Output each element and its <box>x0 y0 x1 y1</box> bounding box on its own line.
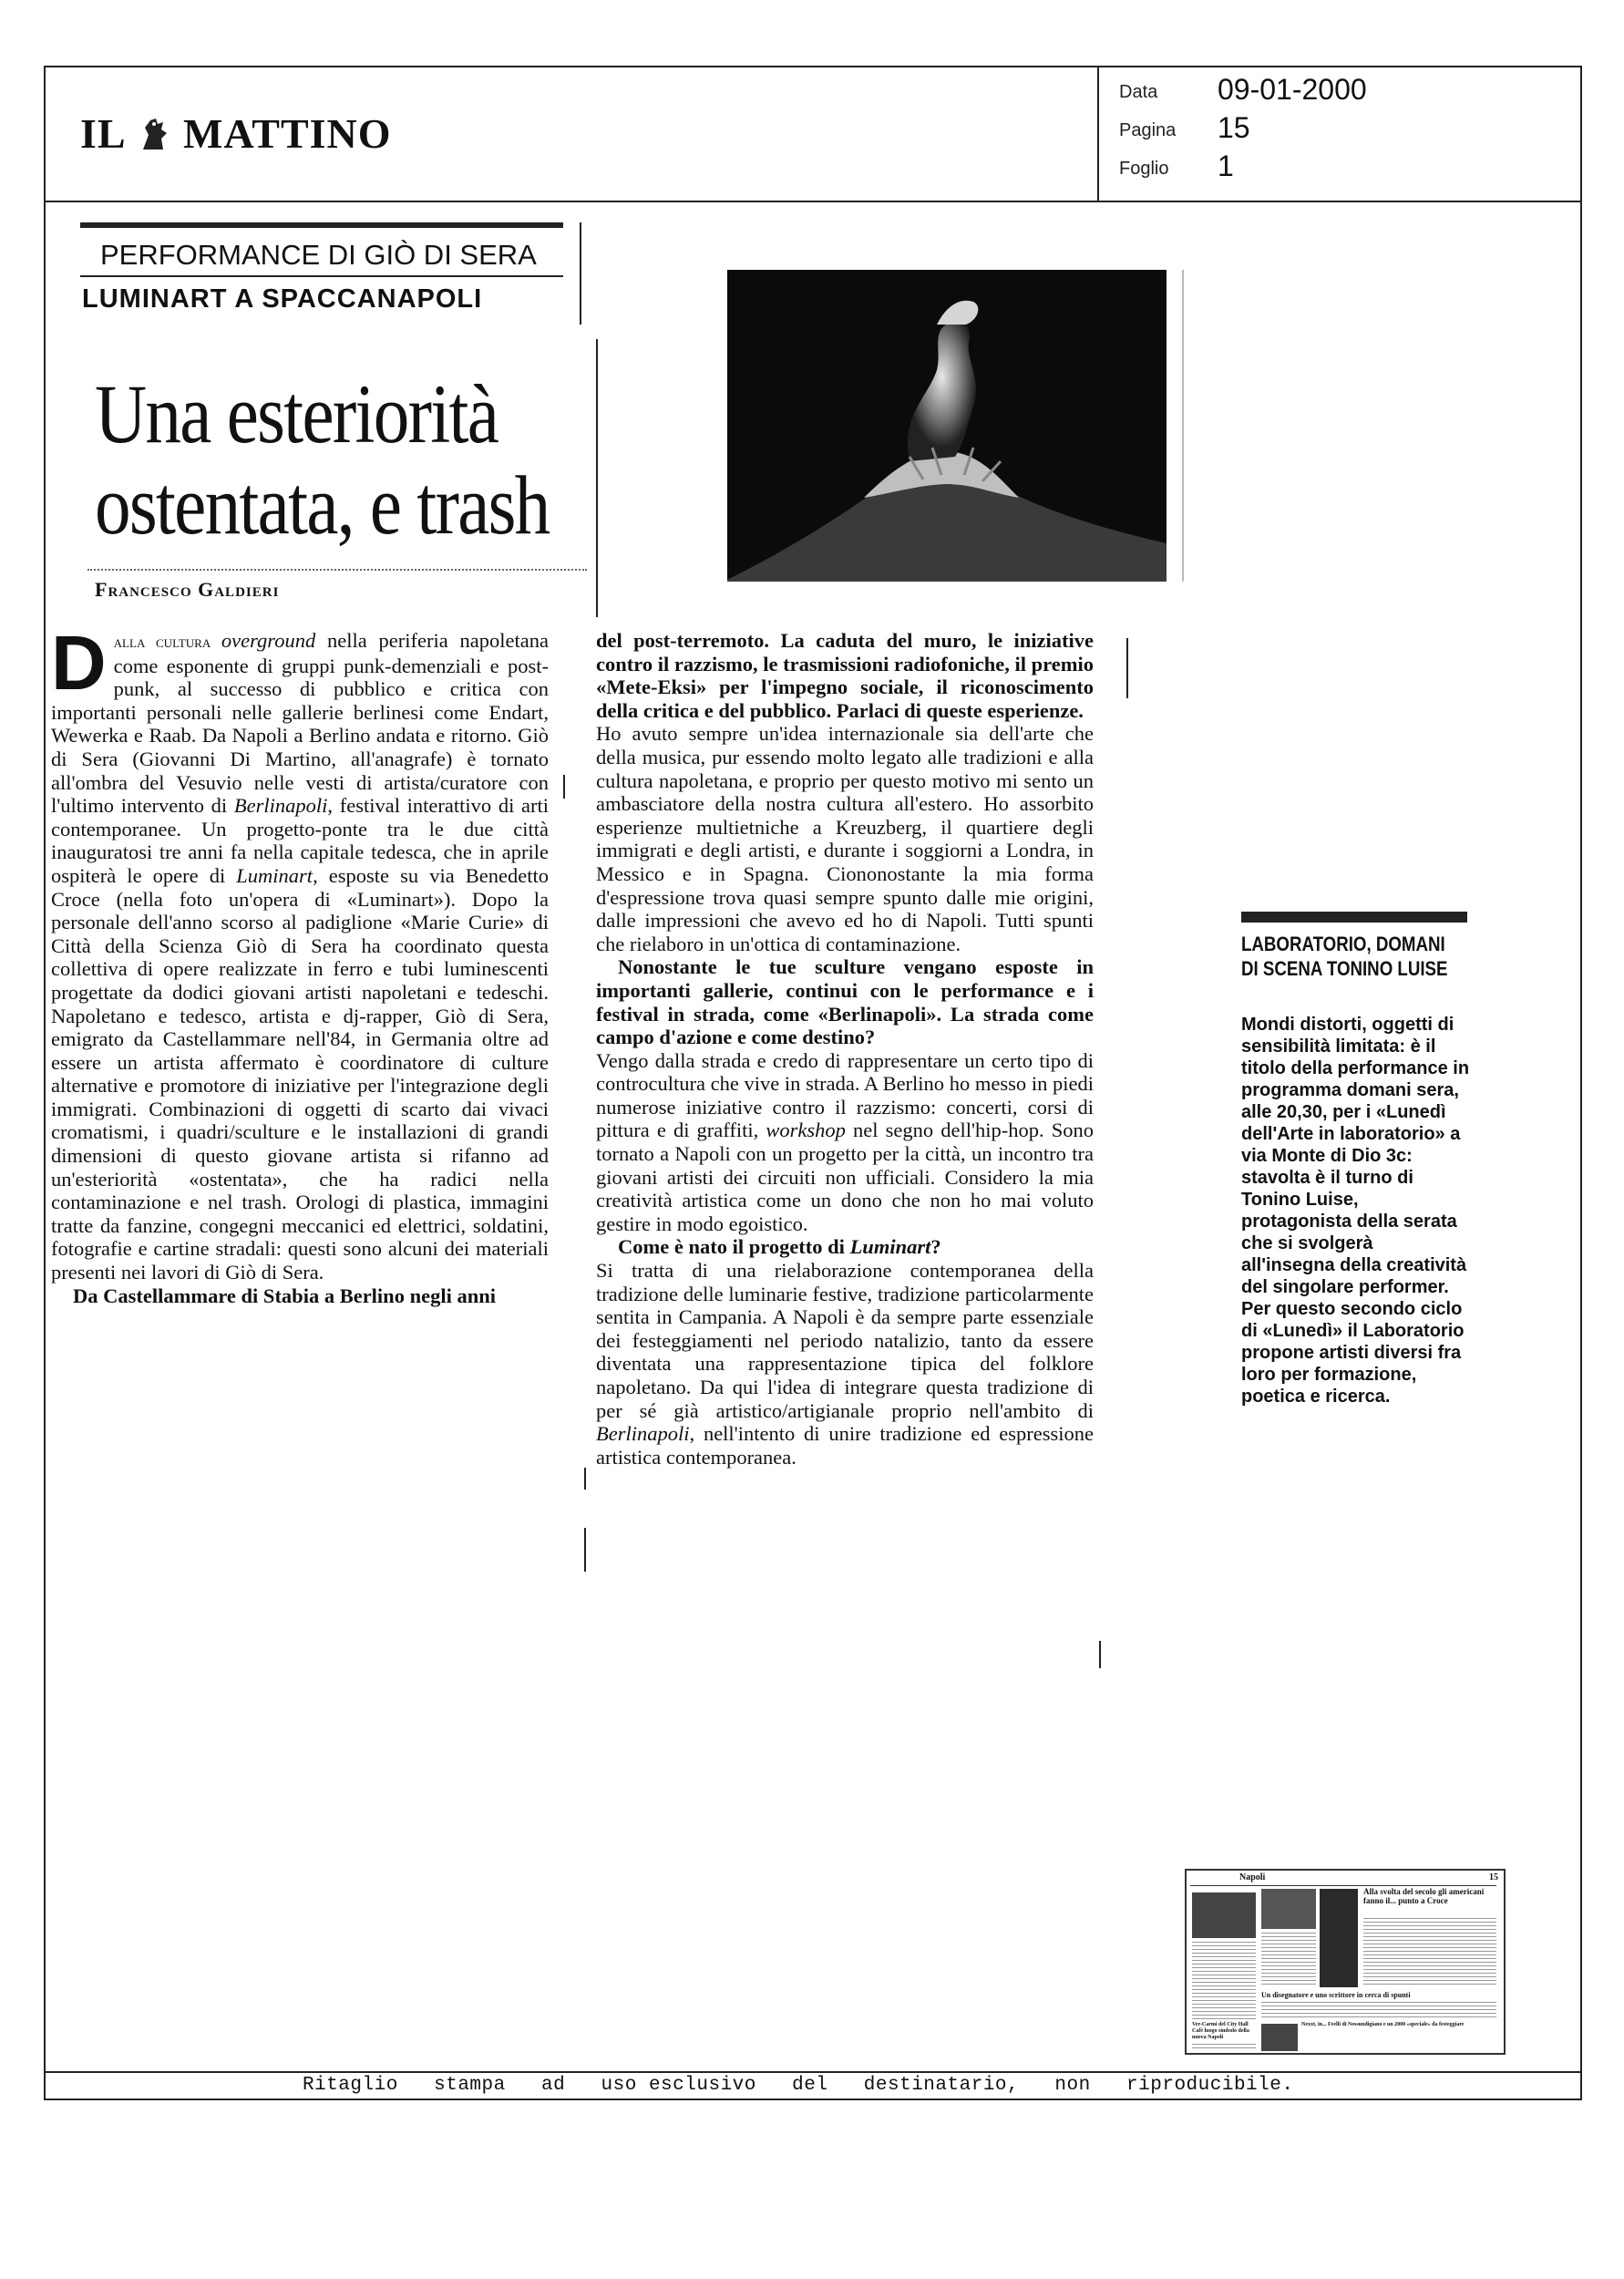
page-thumbnail <box>1185 1869 1506 2055</box>
kicker-top-rule <box>80 222 563 228</box>
question-1-start: Da Castellammare di Stabia a Berlino negli anni <box>73 1284 496 1307</box>
sidebar-top-rule <box>1241 912 1467 923</box>
thumb-h2: Un disegnatore e uno scrittore in cerca di spunti <box>1261 1991 1411 1999</box>
col1-italic-berlinapoli: Berlinapoli <box>233 794 328 818</box>
col1-side-rule-bottom <box>584 1468 586 1490</box>
kicker-mid-rule <box>80 275 563 277</box>
answer-2-b: nel segno dell'hip-hop. Sono tornato a Napoli con un progetto per la città, un incontro tra giovani artisti dei circuiti non ufficiali. Considero la mia creatività artistica come un dono che non ho mai voluto gestire in modo egoistico. <box>596 1119 1094 1235</box>
header-meta-divider <box>1097 66 1099 201</box>
col2-side-rule-top <box>1126 638 1128 698</box>
thumb-col-4 <box>1261 2002 1496 2020</box>
thumb-header-rule <box>1190 1885 1496 1886</box>
lead-italic: overground <box>221 629 316 652</box>
drop-cap: D <box>51 620 107 706</box>
logo-text-right: MATTINO <box>183 110 392 157</box>
answer-2-a: Vengo dalla strada e credo di rappresentare un certo tipo di controcultura che vive in strada. A Berlino ho messo in piedi numerose iniziative contro il razzismo: concerti, corsi di pittura e di graffiti, <box>596 1048 1094 1142</box>
article-column-1 <box>51 620 549 1307</box>
thumb-page-no: 15 <box>1489 1872 1498 1882</box>
answer-3 <box>596 1259 1094 1469</box>
sidebar-title-line-2: DI SCENA TONINO LUISE <box>1241 957 1448 980</box>
article-column-2 <box>596 629 1094 1469</box>
footer-divider <box>44 2071 1582 2073</box>
rooster-icon <box>136 115 172 153</box>
question-3-a: Come è nato il progetto di <box>618 1235 850 1259</box>
header-divider <box>44 201 1582 202</box>
answer-3-a: Si tratta di una rielaborazione contemporanea della tradizione delle luminarie festive, tradizione particolarmente sentita in Campania. A Napoli è da sempre parte essenziale dei festeggiamenti nel periodo natalizio, tanto da essere diventata una rappresentazione tipica del folklore napoletano. Da qui l'idea di integrare questa tradizione di per sé già artistico/artigianale proprio nell'ambito di <box>596 1259 1094 1422</box>
question-3-italic: Luminart <box>849 1235 931 1259</box>
headline <box>95 368 612 551</box>
col1-side-rule-bottom-2 <box>584 1528 586 1572</box>
col1-italic-luminart: Luminart <box>236 863 313 887</box>
question-3-b: ? <box>930 1235 941 1259</box>
headline-side-rule <box>596 339 598 617</box>
thumb-photo-2 <box>1320 1889 1358 1987</box>
thumb-h3: Ver-Carmi del City Hall Cafè luogo simbolo della nuova Napoli <box>1192 2022 1258 2041</box>
thumb-col-3 <box>1363 1918 1496 1987</box>
col1-text-c: , esposte su via Benedetto Croce (nella foto un'opera di «Luminart»). Dopo la personale dell'anno scorso al padiglione «Marie Curie» di Città della Scienza Giò di Sera ha coordinato questa collettiva di opere realizzate in ferro e tubi luminescenti progettate da dodici giovani artisti napoletani e tedeschi. Napoletano e tedesco, artista e dj-rapper, Giò di Sera, emigrato da Castellammare nell'84, in Germania oltre ad essere un artista affermato è coordinatore di culture alternative e promotore di iniziative per l'integrazione degli immigrati. Combinazioni di oggetti di scarto dai vivaci cromatismi, i quadri/sculture e le installazioni di grandi dimensioni di questo giovane artista si rifanno ad un'esteriorità «ostentata», che ha radici nella contaminazione e nel trash. Orologi di plastica, immagini tratte da fanzine, congegni meccanici ed elettrici, soldatini, fotografie e cartine stradali: questi sono alcuni dei materiali presenti nei lavori di Giò di Sera. <box>51 863 549 1284</box>
copyright-notice: Ritaglio stampa ad uso esclusivo del destinatario, non riproducibile. <box>303 2075 1294 2096</box>
sidebar-text: Mondi distorti, oggetti di sensibilità limitata: è il titolo della performance in programma domani sera, alle 20,30, per i «Lunedì dell'Arte in laboratorio» a via Monte di Dio 3c: stavolta è il turno di Tonino Luise, protagonista della serata che si svolgerà all'insegna della creatività del singolare performer. Per questo secondo ciclo di «Lunedì» il Laboratorio propone artisti diversi fra loro per formazione, poetica e ricerca. <box>1241 1015 1470 1407</box>
question-1-end: del post-terremoto. La caduta del muro, le iniziative contro il razzismo, le trasmissioni radiofoniche, il premio «Mete-Eksi» per l'impegno sociale, il riconoscimento della critica e del pubblico. Parlaci di queste esperienze. <box>596 629 1094 722</box>
lead-smallcaps: alla cultura <box>113 633 221 651</box>
headline-line-2: ostentata, e trash <box>95 459 550 552</box>
sheet-label: Foglio <box>1119 159 1169 179</box>
thumb-dark-block <box>1192 1892 1256 1938</box>
logo-text-left: IL <box>80 110 125 157</box>
thumb-section: Napoli <box>1239 1872 1266 1882</box>
col1-side-rule <box>563 775 565 799</box>
thumb-h1: Alla svolta del secolo gli americani fanno il... punto a Croce <box>1363 1887 1485 1905</box>
page-value: 15 <box>1218 111 1250 144</box>
thumb-h4: Nexxt, in... Feelli di Nessundigiano e un 2000 «speciale» da festeggiare <box>1301 2022 1465 2027</box>
answer-3-italic: Berlinapoli <box>596 1422 690 1446</box>
byline-dotted-rule <box>87 569 587 571</box>
date-label: Data <box>1119 82 1158 102</box>
subkicker: LUMINART A SPACCANAPOLI <box>82 284 483 314</box>
byline: Francesco Galdieri <box>95 578 280 601</box>
newspaper-logo <box>80 109 392 158</box>
answer-2 <box>596 1049 1094 1236</box>
thumb-photo-3 <box>1261 2024 1298 2051</box>
col2-side-rule-bottom <box>1099 1641 1101 1668</box>
sheet-value: 1 <box>1218 150 1234 182</box>
kicker: PERFORMANCE DI GIÒ DI SERA <box>100 239 537 271</box>
headline-line-1: Una esteriorità <box>95 367 499 460</box>
thumb-photo <box>1261 1889 1316 1929</box>
answer-1: Ho avuto sempre un'idea internazionale sia dell'arte che della musica, pur essendo molto legato alle tradizioni e alla cultura napoletana, e proprio per questo motivo mi sento un ambasciatore della nostra cultura all'estero. Ho assorbito esperienze multietniche a Kreuzberg, il quartiere degli immigrati e degli artisti, e durante i soggiorni a Londra, in Messico e in Spagna. Ciononostante la mia forma d'espressione trova quasi sempre spunto dalle mie origini, dalle impressioni che avevo ed ho di Napoli. Tutti spunti che rielaboro in un'ottica di contaminazione. <box>596 722 1094 955</box>
photo-side-rule <box>1182 270 1184 582</box>
luminart-sculpture-image <box>727 270 1167 582</box>
answer-3-b: , nell'intento di unire tradizione ed espressione artistica contemporanea. <box>596 1422 1094 1469</box>
answer-2-italic: workshop <box>766 1119 846 1142</box>
col1-text-b: , festival interattivo di arti contemporanee. Un progetto-ponte tra le due città inauguratosi tre anni fa nella capitale tedesca, che in aprile ospiterà le opere di <box>51 794 549 887</box>
luminart-photo <box>727 270 1167 582</box>
question-2: Nonostante le tue sculture vengano esposte in importanti gallerie, continui con le performance e i festival in strada, come «Berlinapoli». La strada come campo d'azione e come destino? <box>596 955 1094 1049</box>
sidebar-title <box>1241 932 1466 981</box>
thumb-col-2 <box>1261 1933 1316 1987</box>
question-3 <box>596 1235 1094 1259</box>
sidebar-title-line-1: LABORATORIO, DOMANI <box>1241 933 1445 955</box>
page-label: Pagina <box>1119 120 1177 140</box>
col1-text-a: nella periferia napoletana come esponente di gruppi punk-demenziali e post-punk, al successo di pubblico e critica con importanti personali nelle gallerie berlinesi come Endart, Wewerka e Raab. Da Napoli a Berlino andata e ritorno. Giò di Sera (Giovanni Di Martino, all'anagrafe) è tornato all'ombra del Vesuvio nelle vesti di artista/curatore con l'ultimo intervento di <box>51 629 549 818</box>
kicker-side-rule <box>580 222 581 325</box>
date-value: 09-01-2000 <box>1218 73 1367 106</box>
